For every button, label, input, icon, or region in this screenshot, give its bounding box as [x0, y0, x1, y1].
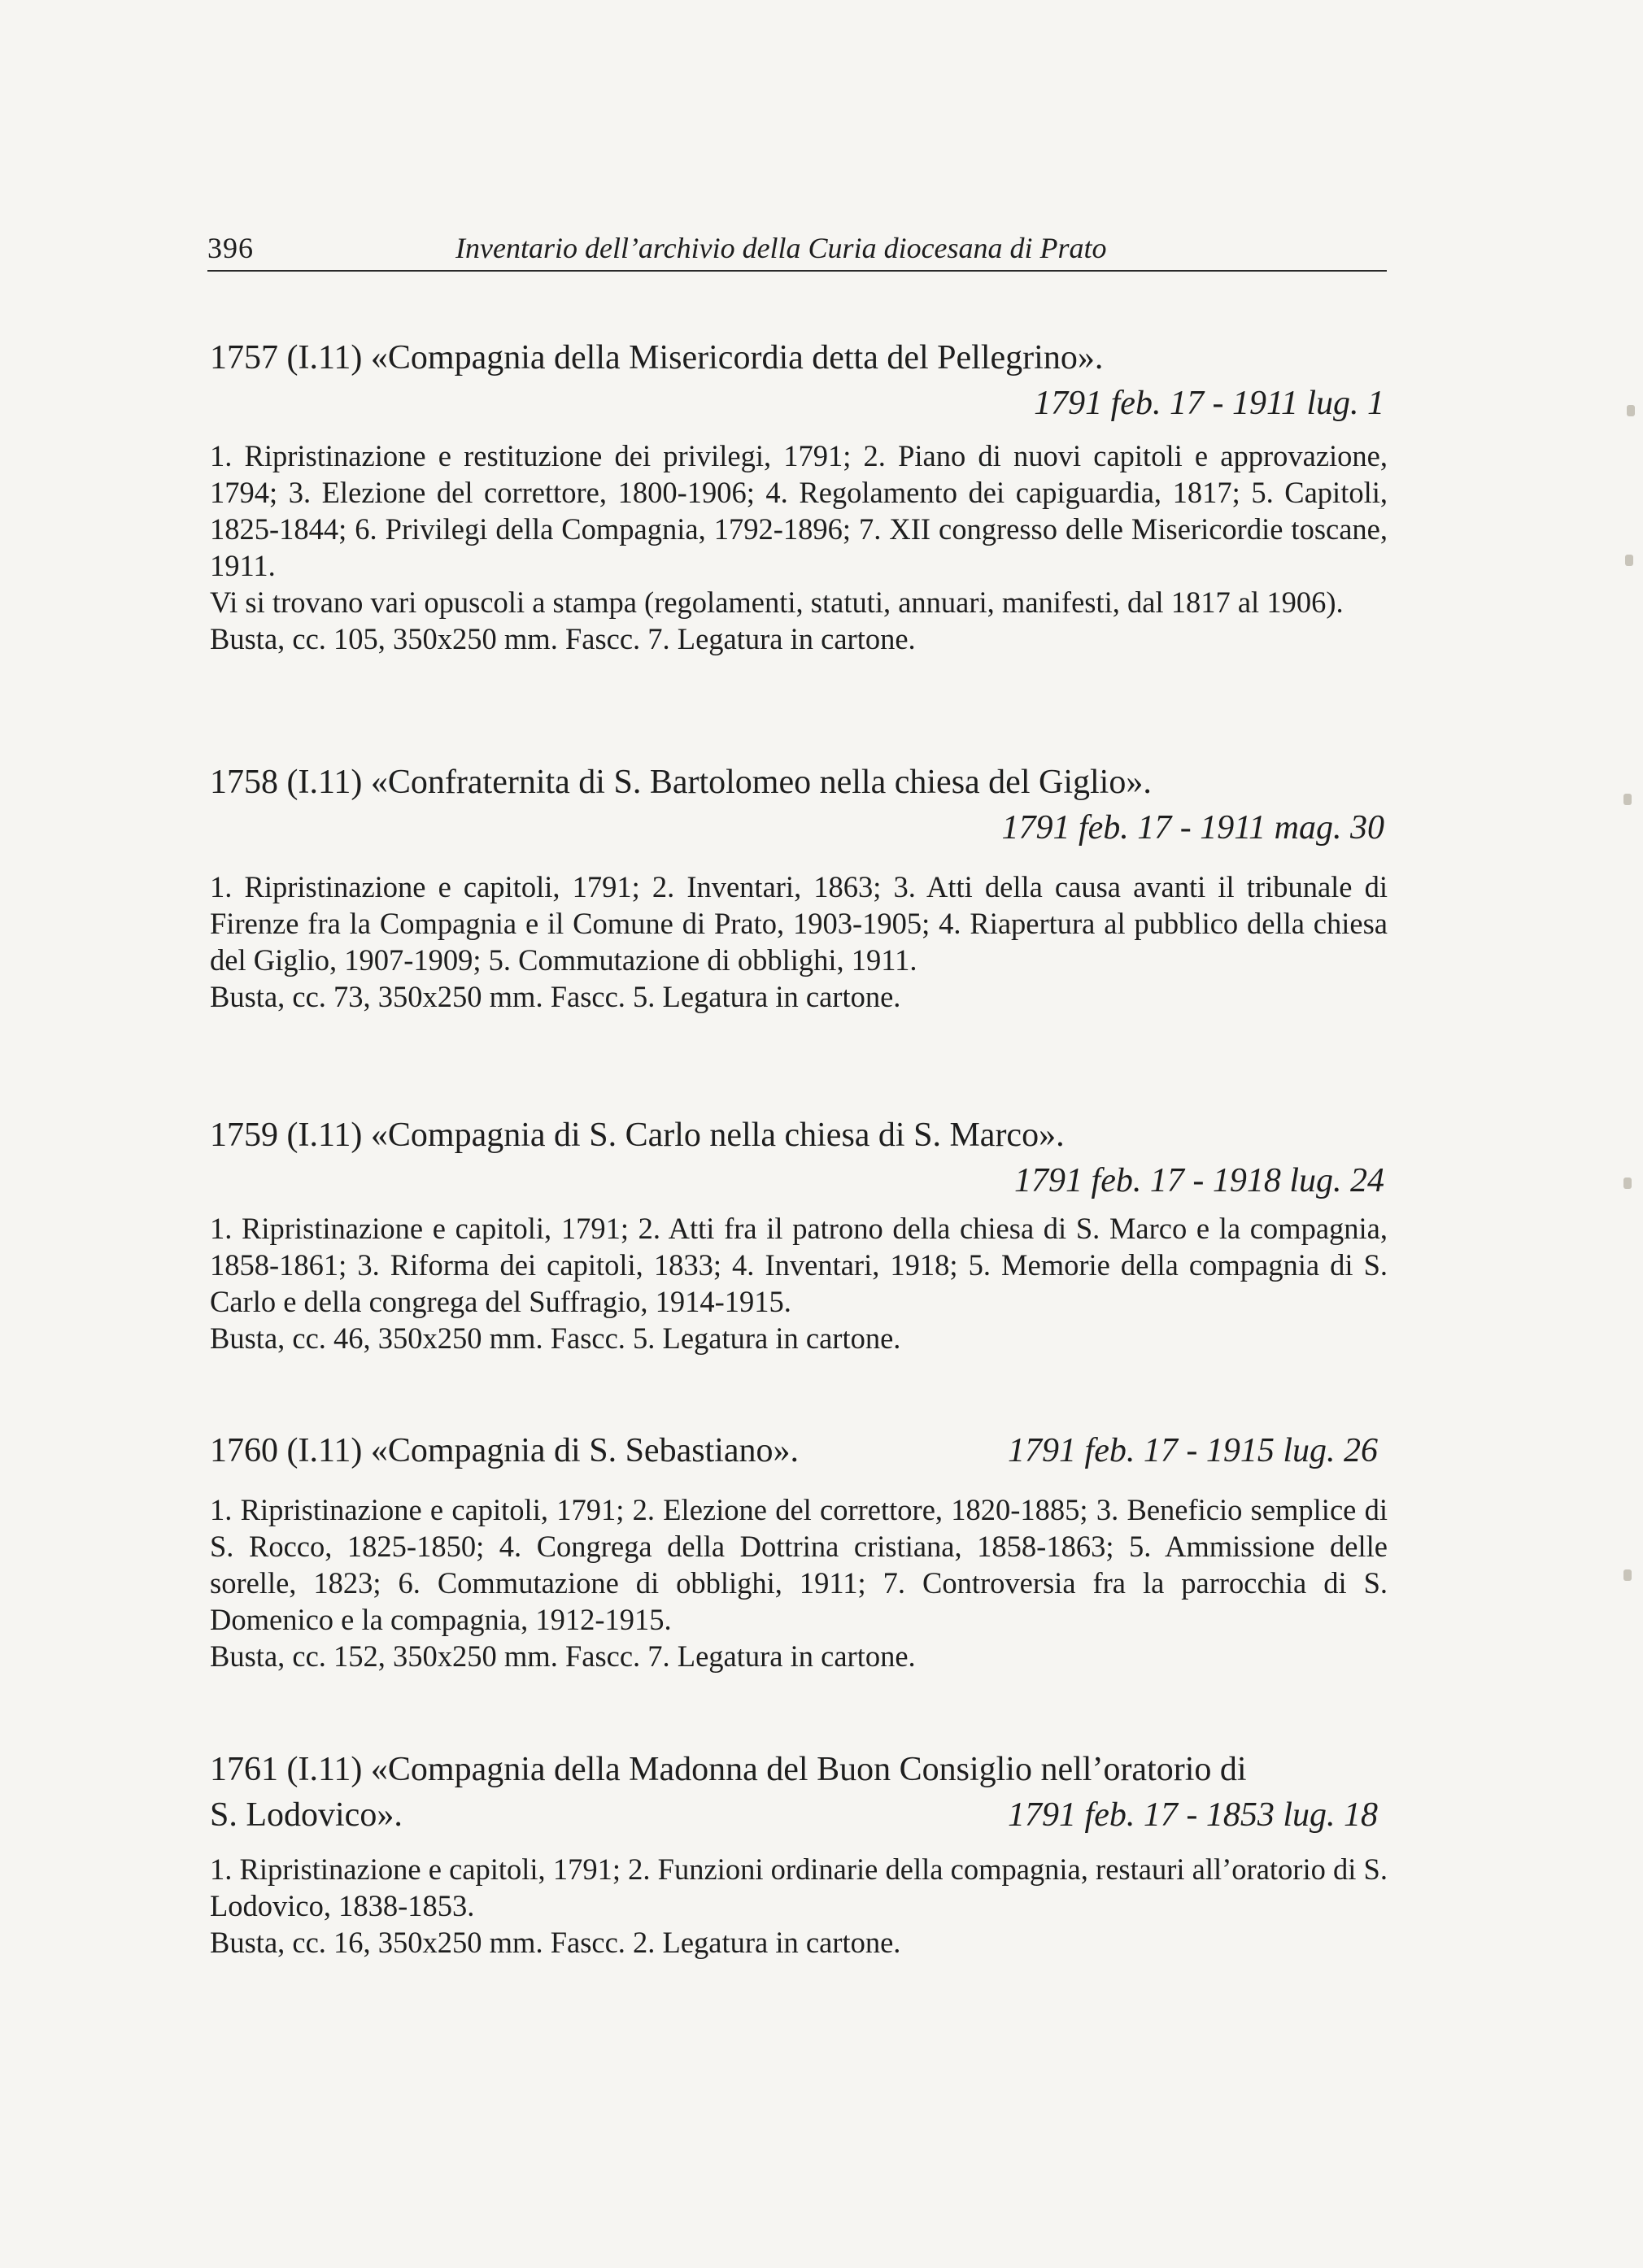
entry-contents — [210, 1210, 1388, 1356]
entry-title-continued: S. Lodovico». — [210, 1796, 403, 1834]
entry-contents — [210, 868, 1388, 1015]
entry-dates: 1791 feb. 17 - 1911 mag. 30 — [1001, 809, 1384, 847]
entry-note: Vi si trovano vari opuscoli a stampa (regolamenti, statuti, annuari, manifesti, dal 1817 al 1906). — [210, 586, 1344, 619]
entry-contents-text: 1. Ripristinazione e capitoli, 1791; 2. Funzioni ordinarie della compagnia, restauri all’oratorio di S. Lodovico, 1838-1853. — [210, 1852, 1388, 1922]
inventory-entry-1759 — [210, 1112, 1388, 1356]
scan-edge-mark — [1625, 555, 1633, 566]
entry-dates: 1791 feb. 17 - 1918 lug. 24 — [1014, 1162, 1384, 1199]
scan-edge-mark — [1623, 1178, 1632, 1189]
entry-dates: 1791 feb. 17 - 1915 lug. 26 — [1008, 1432, 1378, 1469]
entry-contents — [210, 1491, 1388, 1674]
running-title: Inventario dell’archivio della Curia diocesana di Prato — [455, 232, 1107, 264]
inventory-entry-1758 — [210, 760, 1388, 1015]
scan-edge-mark — [1623, 1569, 1632, 1581]
entry-physical-description: Busta, cc. 105, 350x250 mm. Fascc. 7. Legatura in cartone. — [210, 622, 916, 655]
entry-contents — [210, 437, 1388, 657]
entry-title: 1757 (I.11) «Compagnia della Misericordia detta del Pellegrino». — [210, 339, 1104, 377]
entry-title: 1761 (I.11) «Compagnia della Madonna del Buon Consiglio nell’oratorio di — [210, 1751, 1247, 1788]
entry-dates: 1791 feb. 17 - 1853 lug. 18 — [1008, 1796, 1378, 1834]
entry-contents-text: 1. Ripristinazione e restituzione dei privilegi, 1791; 2. Piano di nuovi capitoli e approvazione, 1794; 3. Elezione del correttore, 1800-1906; 4. Regolamento dei capiguardia, 1817; 5. Capitoli, 1825-1844; 6. Privilegi della Compagnia, 1792-1896; 7. XII congresso delle Misericordie toscane, 1911. — [210, 439, 1388, 582]
entry-physical-description: Busta, cc. 16, 350x250 mm. Fascc. 2. Legatura in cartone. — [210, 1926, 901, 1959]
scan-edge-mark — [1627, 405, 1635, 416]
entry-physical-description: Busta, cc. 46, 350x250 mm. Fascc. 5. Legatura in cartone. — [210, 1321, 901, 1355]
inventory-entry-1757 — [210, 335, 1388, 657]
entry-title: 1759 (I.11) «Compagnia di S. Carlo nella chiesa di S. Marco». — [210, 1117, 1065, 1154]
inventory-entry-1761 — [210, 1747, 1388, 1961]
running-header — [207, 224, 1387, 272]
entry-contents — [210, 1851, 1388, 1961]
entry-physical-description: Busta, cc. 73, 350x250 mm. Fascc. 5. Legatura in cartone. — [210, 980, 901, 1013]
entry-title: 1760 (I.11) «Compagnia di S. Sebastiano». — [210, 1432, 800, 1469]
entry-physical-description: Busta, cc. 152, 350x250 mm. Fascc. 7. Legatura in cartone. — [210, 1639, 916, 1673]
inventory-entry-1760 — [210, 1428, 1388, 1674]
entry-heading — [210, 1428, 1388, 1474]
page-number: 396 — [207, 232, 254, 264]
entry-title: 1758 (I.11) «Confraternita di S. Bartolomeo nella chiesa del Giglio». — [210, 764, 1152, 801]
scan-edge-mark — [1623, 794, 1632, 805]
entry-heading — [210, 1792, 1388, 1838]
entry-contents-text: 1. Ripristinazione e capitoli, 1791; 2. Atti fra il patrono della chiesa di S. Marco e la compagnia, 1858-1861; 3. Riforma dei capitoli, 1833; 4. Inventari, 1918; 5. Memorie della compagnia di S. Carlo e della congrega del Suffragio, 1914-1915. — [210, 1212, 1388, 1318]
entry-contents-text: 1. Ripristinazione e capitoli, 1791; 2. Elezione del correttore, 1820-1885; 3. Beneficio semplice di S. Rocco, 1825-1850; 4. Congrega della Dottrina cristiana, 1858-1863; 5. Ammissione delle sorelle, 1823; 6. Commutazione di obblighi, 1911; 7. Controversia fra la parrocchia di S. Domenico e la compagnia, 1912-1915. — [210, 1493, 1388, 1636]
entry-dates: 1791 feb. 17 - 1911 lug. 1 — [1034, 385, 1384, 422]
entry-contents-text: 1. Ripristinazione e capitoli, 1791; 2. Inventari, 1863; 3. Atti della causa avanti il tribunale di Firenze fra la Compagnia e il Comune di Prato, 1903-1905; 4. Riapertura al pubblico della chiesa del Giglio, 1907-1909; 5. Commutazione di obblighi, 1911. — [210, 870, 1388, 977]
